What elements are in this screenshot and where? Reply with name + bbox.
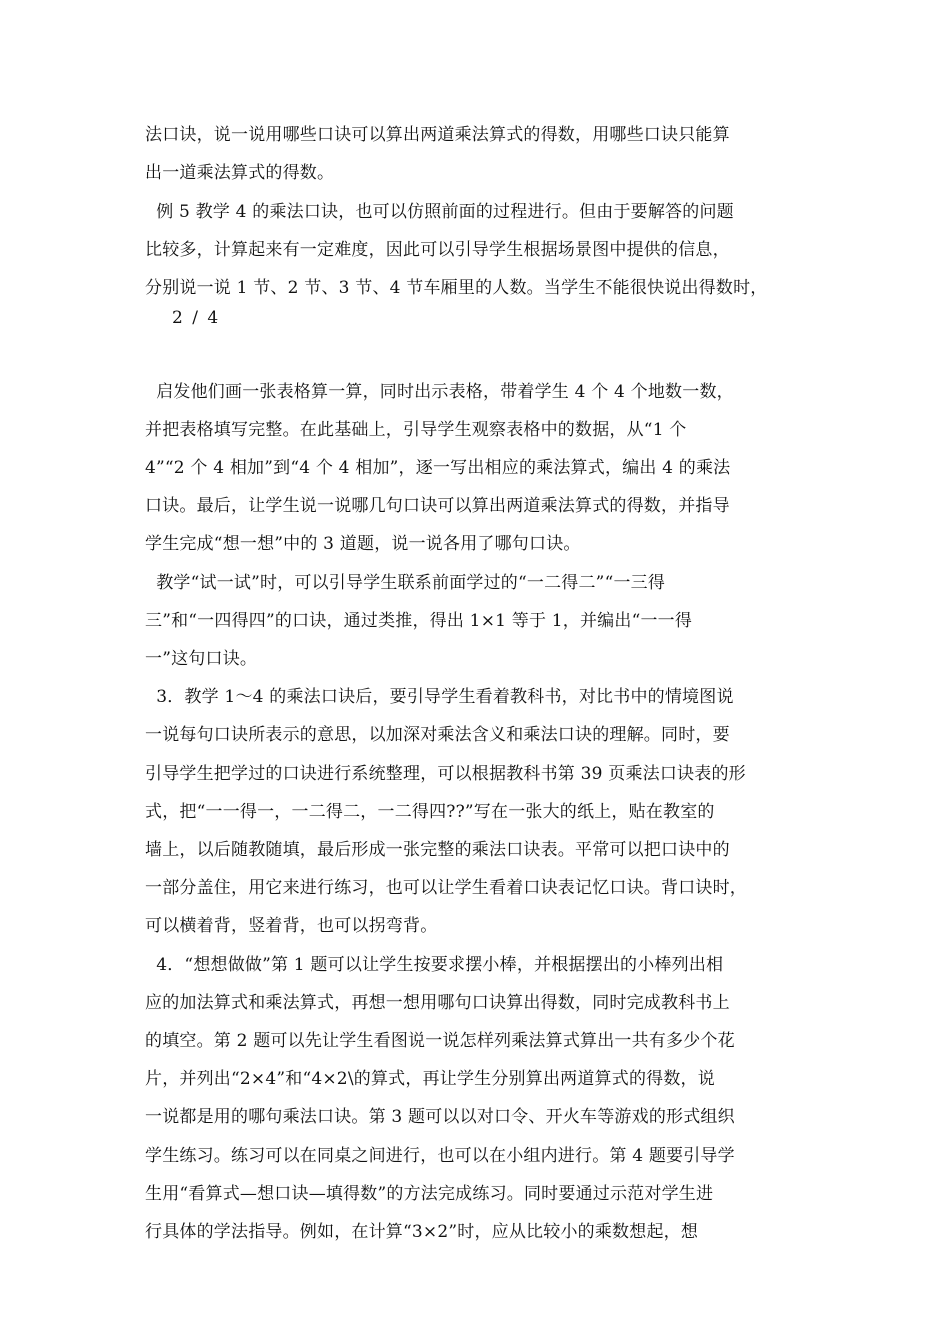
text-line: 教学“试一试”时，可以引导学生联系前面学过的“一二得二”“一三得 xyxy=(145,573,666,593)
text-line: 应的加法算式和乘法算式，再想一想用哪句口诀算出得数，同时完成教科书上 xyxy=(145,993,730,1013)
text-line: 的填空。第 2 题可以先让学生看图说一说怎样列乘法算式算出一共有多少个花 xyxy=(145,1031,735,1051)
text-line: 例 5 教学 4 的乘法口诀，也可以仿照前面的过程进行。但由于要解答的问题 xyxy=(145,202,734,222)
text-line: 一”这句口诀。 xyxy=(145,649,258,669)
text-line: 行具体的学法指导。例如，在计算“3×2”时，应从比较小的乘数想起，想 xyxy=(145,1222,699,1242)
text-line: 出一道乘法算式的得数。 xyxy=(145,163,335,183)
text-line: 墙上，以后随教随填，最后形成一张完整的乘法口诀表。平常可以把口诀中的 xyxy=(145,840,730,860)
text-line: 三”和“一四得四”的口诀，通过类推，得出 1×1 等于 1，并编出“一一得 xyxy=(145,611,693,631)
text-line: 式，把“一一得一，一二得二，一二得四??”写在一张大的纸上，贴在教室的 xyxy=(145,802,715,822)
text-line: 可以横着背，竖着背，也可以拐弯背。 xyxy=(145,916,438,936)
text-line: 学生练习。练习可以在同桌之间进行，也可以在小组内进行。第 4 题要引导学 xyxy=(145,1146,735,1166)
text-line: 一部分盖住，用它来进行练习，也可以让学生看着口诀表记忆口诀。背口诀时， xyxy=(145,878,747,898)
text-line: 生用“看算式—想口诀—填得数”的方法完成练习。同时要通过示范对学生进 xyxy=(145,1184,714,1204)
text-line: 分别说一说 1 节、2 节、3 节、4 节车厢里的人数。当学生不能很快说出得数时， xyxy=(145,278,768,298)
text-line: 4．“想想做做”第 1 题可以让学生按要求摆小棒，并根据摆出的小棒列出相 xyxy=(145,955,724,975)
text-line: 法口诀，说一说用哪些口诀可以算出两道乘法算式的得数，用哪些口诀只能算 xyxy=(145,125,730,145)
text-line: 3．教学 1～4 的乘法口诀后，要引导学生看着教科书，对比书中的情境图说 xyxy=(145,687,734,707)
text-line: 引导学生把学过的口诀进行系统整理，可以根据教科书第 39 页乘法口诀表的形 xyxy=(145,764,746,784)
text-line: 学生完成“想一想”中的 3 道题，说一说各用了哪句口诀。 xyxy=(145,534,581,554)
text-line: 启发他们画一张表格算一算，同时出示表格，带着学生 4 个 4 个地数一数， xyxy=(145,382,734,402)
page-number: 2 / 4 xyxy=(172,308,221,328)
text-line: 4”“2 个 4 相加”到“4 个 4 相加”，逐一写出相应的乘法算式，编出 4 的乘法 xyxy=(145,458,731,478)
text-line: 片，并列出“2×4”和“4×2\的算式，再让学生分别算出两道算式的得数，说 xyxy=(145,1069,715,1089)
text-line: 并把表格填写完整。在此基础上，引导学生观察表格中的数据，从“1 个 xyxy=(145,420,687,440)
text-line: 口诀。最后，让学生说一说哪几句口诀可以算出两道乘法算式的得数，并指导 xyxy=(145,496,730,516)
text-line: 一说每句口诀所表示的意思，以加深对乘法含义和乘法口诀的理解。同时，要 xyxy=(145,725,730,745)
text-line: 比较多，计算起来有一定难度，因此可以引导学生根据场景图中提供的信息， xyxy=(145,240,730,260)
text-line: 一说都是用的哪句乘法口诀。第 3 题可以以对口令、开火车等游戏的形式组织 xyxy=(145,1107,735,1127)
